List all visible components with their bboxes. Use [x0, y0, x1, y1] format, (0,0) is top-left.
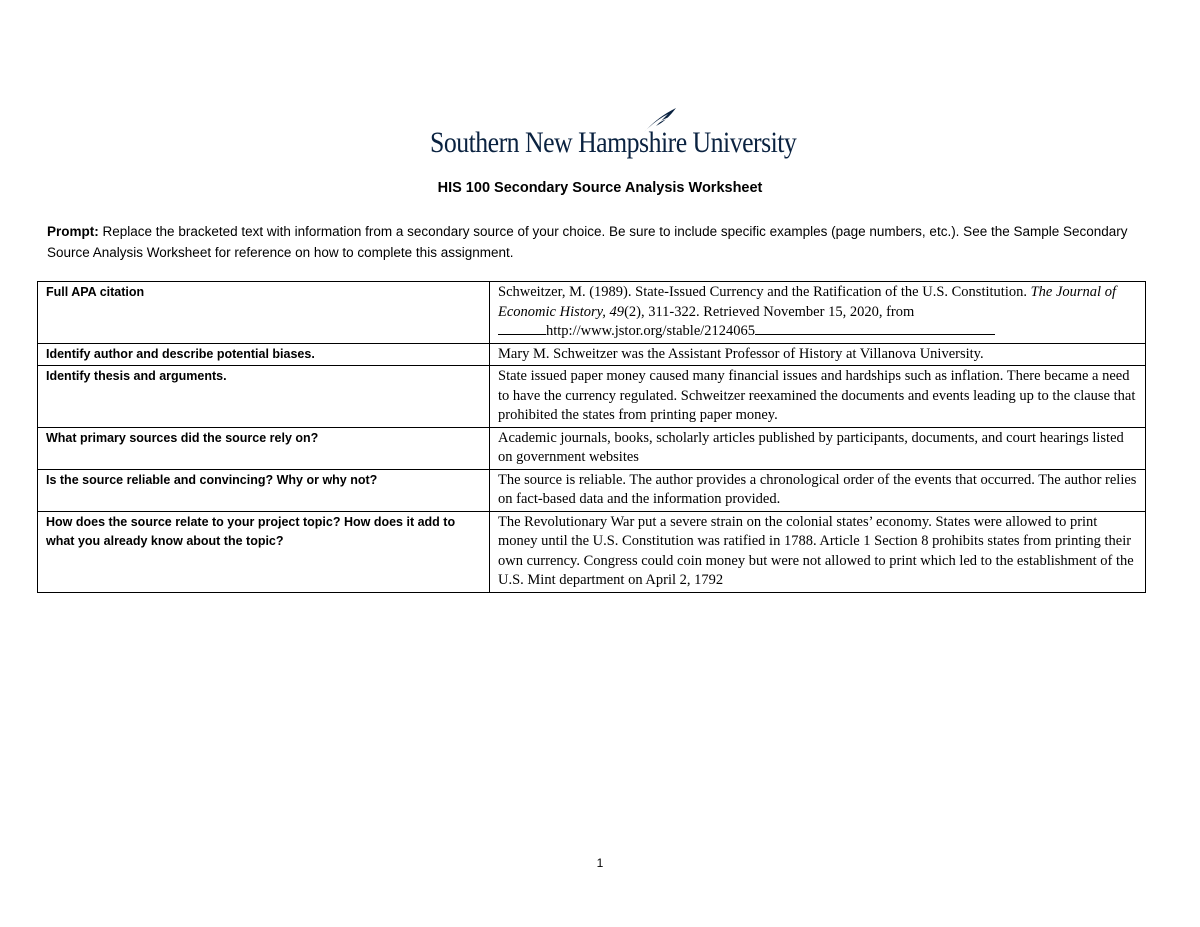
answer-cell: The source is reliable. The author provides a chronological order of the events that occurred. The author relies on fact-based data and the information provided.: [490, 469, 1146, 511]
citation-part1: Schweitzer, M. (1989). State-Issued Currency and the Ratification of the U.S. Constitution.: [498, 284, 1031, 300]
citation-journal: The Journal of Economic History, 49: [498, 284, 1116, 320]
answer-cell: State issued paper money caused many financial issues and hardships such as inflation. There became a need to have the currency regulated. Schweitzer reexamined the documents and events leading up to the clause that prohibited the states from printing paper money.: [490, 366, 1146, 428]
table-row: [38, 469, 1146, 511]
underline-rule: [755, 322, 995, 335]
table-row: [38, 427, 1146, 469]
answer-cell-citation: [490, 282, 1146, 344]
prompt-text: Replace the bracketed text with information from a secondary source of your choice. Be sure to include specific examples (page numbers, etc.). See the Sample Secondary Source Analysis Worksheet for reference on how to complete this assignment.: [47, 224, 1128, 260]
question-cell: Full APA citation: [38, 282, 490, 344]
citation-part2: (2), 311-322. Retrieved November 15, 2020, from: [624, 303, 915, 320]
question-cell: What primary sources did the source rely on?: [38, 427, 490, 469]
prompt-paragraph: [47, 221, 1147, 263]
question-cell: Is the source reliable and convincing? Why or why not?: [38, 469, 490, 511]
table-row: [38, 511, 1146, 592]
underline-rule: [498, 322, 546, 335]
worksheet-table: [37, 281, 1146, 593]
question-cell: Identify author and describe potential biases.: [38, 343, 490, 366]
question-cell: How does the source relate to your project topic? How does it add to what you already know about the topic?: [38, 511, 490, 592]
table-row: [38, 282, 1146, 344]
answer-cell: Mary M. Schweitzer was the Assistant Professor of History at Villanova University.: [490, 343, 1146, 366]
university-logo: [430, 106, 797, 162]
answer-cell: The Revolutionary War put a severe strain on the colonial states’ economy. States were allowed to print money until the U.S. Constitution was ratified in 1788. Article 1 Section 8 prohibits states from printing their own currency. Congress could coin money but were not allowed to print which led to the establishment of the U.S. Mint department on April 2, 1792: [490, 511, 1146, 592]
page-title: HIS 100 Secondary Source Analysis Worksheet: [437, 180, 763, 196]
question-cell: Identify thesis and arguments.: [38, 366, 490, 428]
page-number: 1: [596, 856, 604, 870]
answer-cell: Academic journals, books, scholarly articles published by participants, documents, and court hearings listed on government websites: [490, 427, 1146, 469]
table-row: [38, 343, 1146, 366]
citation-url: http://www.jstor.org/stable/2124065: [546, 323, 756, 339]
prompt-label: Prompt:: [47, 224, 99, 239]
table-row: [38, 366, 1146, 428]
logo-wordmark: Southern New Hampshire University: [430, 126, 797, 159]
